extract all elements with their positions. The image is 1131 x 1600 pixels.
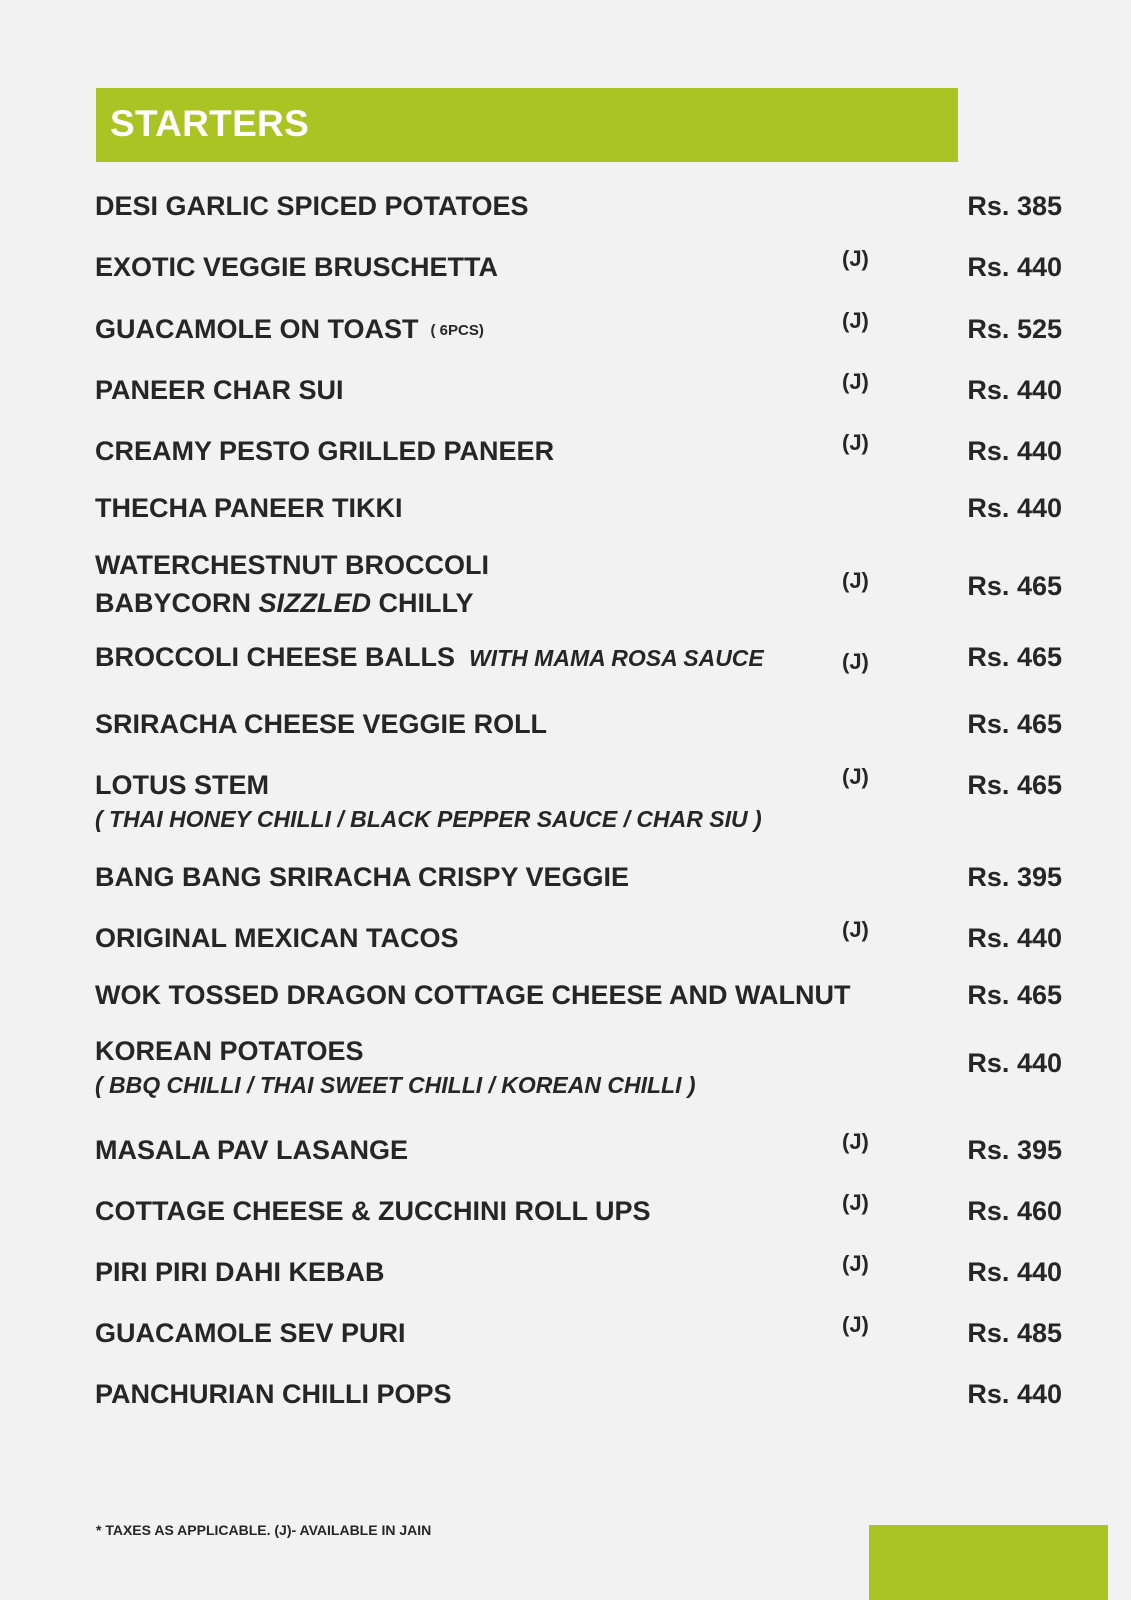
- item-name-part-italic: SIZZLED: [258, 588, 372, 618]
- item-name: DESI GARLIC SPICED POTATOES: [95, 191, 529, 221]
- item-name-row: [95, 642, 764, 673]
- item-price: Rs. 395: [967, 862, 1062, 892]
- item-name-part: BABYCORN: [95, 588, 252, 618]
- item-price: Rs. 465: [967, 770, 1062, 800]
- section-title: STARTERS: [110, 103, 310, 144]
- jain-marker: (J): [842, 1251, 869, 1276]
- item-note: ( 6PCS): [430, 322, 484, 339]
- item-name-part: CHILLY: [378, 588, 474, 618]
- item-name: EXOTIC VEGGIE BRUSCHETTA: [95, 252, 499, 282]
- item-price: Rs. 465: [967, 571, 1062, 601]
- item-name: GUACAMOLE SEV PURI: [95, 1318, 406, 1348]
- item-name-block: [95, 550, 489, 619]
- jain-marker: (J): [842, 649, 869, 674]
- item-price: Rs. 440: [967, 375, 1062, 405]
- jain-marker: (J): [842, 369, 869, 394]
- item-name: CREAMY PESTO GRILLED PANEER: [95, 436, 555, 466]
- item-name: COTTAGE CHEESE & ZUCCHINI ROLL UPS: [95, 1196, 651, 1226]
- item-name: BROCCOLI CHEESE BALLS: [95, 642, 456, 672]
- item-price: Rs. 440: [967, 1257, 1062, 1287]
- jain-marker: (J): [842, 1312, 869, 1337]
- item-name: PANEER CHAR SUI: [95, 375, 344, 405]
- jain-marker: (J): [842, 430, 869, 455]
- item-name: GUACAMOLE ON TOAST: [95, 314, 419, 344]
- item-note: WITH MAMA ROSA SAUCE: [469, 645, 764, 671]
- item-name: PIRI PIRI DAHI KEBAB: [95, 1257, 385, 1287]
- jain-marker: (J): [842, 764, 869, 789]
- decorative-corner-block: [869, 1525, 1108, 1600]
- item-price: Rs. 440: [967, 252, 1062, 282]
- item-name: LOTUS STEM: [95, 770, 269, 800]
- item-name: BANG BANG SRIRACHA CRISPY VEGGIE: [95, 862, 630, 892]
- item-price: Rs. 465: [967, 642, 1062, 672]
- item-price: Rs. 525: [967, 314, 1062, 344]
- item-name: THECHA PANEER TIKKI: [95, 493, 403, 523]
- item-name: ORIGINAL MEXICAN TACOS: [95, 923, 459, 953]
- item-price: Rs. 465: [967, 709, 1062, 739]
- section-header: [96, 88, 958, 162]
- item-name-row: [95, 314, 484, 345]
- item-name-line1: WATERCHESTNUT BROCCOLI: [95, 550, 489, 580]
- item-price: Rs. 440: [967, 493, 1062, 523]
- item-name: PANCHURIAN CHILLI POPS: [95, 1379, 452, 1409]
- jain-marker: (J): [842, 1190, 869, 1215]
- item-name: SRIRACHA CHEESE VEGGIE ROLL: [95, 709, 548, 739]
- jain-marker: (J): [842, 308, 869, 333]
- item-price: Rs. 385: [967, 191, 1062, 221]
- jain-marker: (J): [842, 568, 869, 593]
- item-price: Rs. 440: [967, 436, 1062, 466]
- jain-marker: (J): [842, 1129, 869, 1154]
- item-price: Rs. 460: [967, 1196, 1062, 1226]
- item-name: MASALA PAV LASANGE: [95, 1135, 409, 1165]
- item-price: Rs. 395: [967, 1135, 1062, 1165]
- item-price: Rs. 465: [967, 980, 1062, 1010]
- jain-marker: (J): [842, 917, 869, 942]
- item-name: KOREAN POTATOES: [95, 1036, 364, 1066]
- item-price: Rs. 485: [967, 1318, 1062, 1348]
- item-price: Rs. 440: [967, 1379, 1062, 1409]
- item-name-line2: [95, 588, 489, 619]
- item-price: Rs. 440: [967, 923, 1062, 953]
- jain-marker: (J): [842, 246, 869, 271]
- item-options: ( BBQ CHILLI / THAI SWEET CHILLI / KOREAN CHILLI ): [95, 1072, 696, 1098]
- footer-note: * TAXES AS APPLICABLE. (J)- AVAILABLE IN JAIN: [96, 1522, 432, 1538]
- item-price: Rs. 440: [967, 1048, 1062, 1078]
- item-options: ( THAI HONEY CHILLI / BLACK PEPPER SAUCE / CHAR SIU ): [95, 806, 762, 832]
- item-name: WOK TOSSED DRAGON COTTAGE CHEESE AND WALNUT: [95, 980, 851, 1010]
